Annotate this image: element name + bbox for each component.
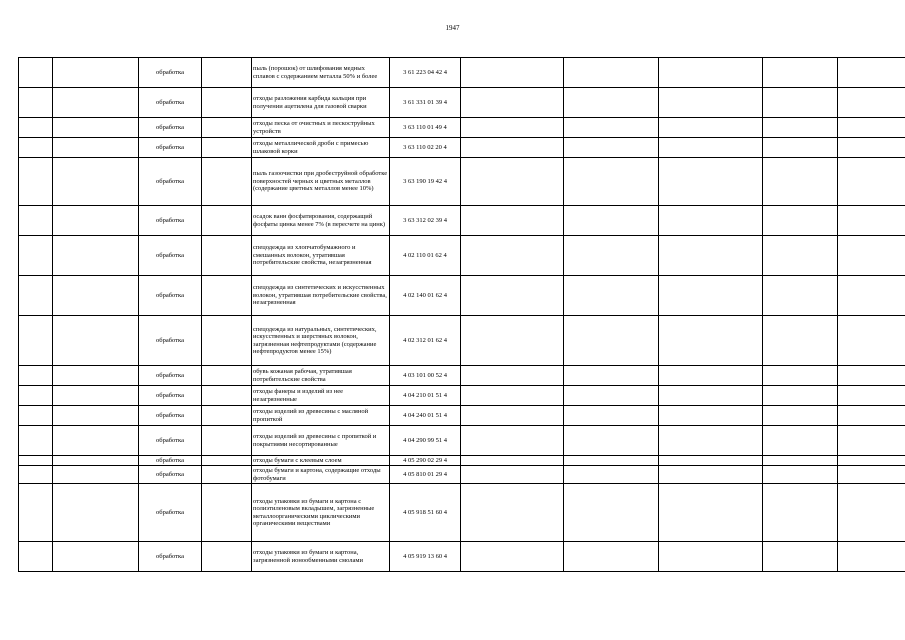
table-row xyxy=(19,138,905,158)
table-row xyxy=(19,484,905,542)
empty-cell xyxy=(564,206,659,236)
empty-cell xyxy=(202,88,252,118)
waste-name-cell: спецодежда из синтетических и искусственных волокон, утратившая потребительские свойства, незагрязненная xyxy=(252,276,390,316)
operation-cell: обработка xyxy=(139,58,202,88)
table-row xyxy=(19,366,905,386)
empty-cell xyxy=(53,456,139,466)
fkko-code-cell: 3 61 331 01 39 4 xyxy=(390,88,461,118)
empty-cell xyxy=(564,426,659,456)
waste-name-cell: отходы изделий из древесины с пропиткой и покрытиями несортированные xyxy=(252,426,390,456)
empty-cell xyxy=(564,542,659,572)
empty-cell xyxy=(461,484,564,542)
empty-cell xyxy=(659,138,763,158)
empty-cell xyxy=(659,316,763,366)
empty-cell xyxy=(19,276,53,316)
empty-cell xyxy=(19,456,53,466)
empty-cell xyxy=(564,386,659,406)
empty-cell xyxy=(53,276,139,316)
page-number: 1947 xyxy=(445,24,460,32)
empty-cell xyxy=(838,158,905,206)
empty-cell xyxy=(838,406,905,426)
empty-cell xyxy=(202,542,252,572)
empty-cell xyxy=(53,466,139,484)
empty-cell xyxy=(838,236,905,276)
empty-cell xyxy=(461,88,564,118)
empty-cell xyxy=(53,386,139,406)
empty-cell xyxy=(659,426,763,456)
fkko-code-cell: 4 03 101 00 52 4 xyxy=(390,366,461,386)
table-row xyxy=(19,466,905,484)
empty-cell xyxy=(53,206,139,236)
empty-cell xyxy=(564,276,659,316)
empty-cell xyxy=(763,366,838,386)
empty-cell xyxy=(564,138,659,158)
empty-cell xyxy=(461,426,564,456)
empty-cell xyxy=(19,138,53,158)
fkko-code-cell: 4 05 919 13 60 4 xyxy=(390,542,461,572)
operation-cell: обработка xyxy=(139,276,202,316)
fkko-code-cell: 3 63 110 02 20 4 xyxy=(390,138,461,158)
empty-cell xyxy=(838,466,905,484)
table-row xyxy=(19,456,905,466)
empty-cell xyxy=(763,118,838,138)
empty-cell xyxy=(838,366,905,386)
waste-name-cell: обувь кожаная рабочая, утратившая потребительские свойства xyxy=(252,366,390,386)
empty-cell xyxy=(19,484,53,542)
empty-cell xyxy=(564,366,659,386)
empty-cell xyxy=(659,366,763,386)
empty-cell xyxy=(659,118,763,138)
empty-cell xyxy=(19,466,53,484)
operation-cell: обработка xyxy=(139,118,202,138)
operation-cell: обработка xyxy=(139,456,202,466)
waste-name-cell: отходы бумаги с клеевым слоем xyxy=(252,456,390,466)
empty-cell xyxy=(202,276,252,316)
table-row xyxy=(19,426,905,456)
empty-cell xyxy=(19,366,53,386)
empty-cell xyxy=(19,426,53,456)
empty-cell xyxy=(838,118,905,138)
empty-cell xyxy=(53,316,139,366)
empty-cell xyxy=(53,58,139,88)
waste-name-cell: пыль газоочистки при дробеструйной обработке поверхностей черных и цветных металлов (содержание цветных металлов менее 10%) xyxy=(252,158,390,206)
empty-cell xyxy=(461,118,564,138)
empty-cell xyxy=(461,366,564,386)
fkko-code-cell: 4 02 312 01 62 4 xyxy=(390,316,461,366)
empty-cell xyxy=(763,206,838,236)
operation-cell: обработка xyxy=(139,426,202,456)
empty-cell xyxy=(838,88,905,118)
waste-name-cell: отходы упаковки из бумаги и картона, загрязненной ионообменными смолами xyxy=(252,542,390,572)
table-row xyxy=(19,406,905,426)
empty-cell xyxy=(461,542,564,572)
table-row xyxy=(19,88,905,118)
empty-cell xyxy=(763,88,838,118)
operation-cell: обработка xyxy=(139,138,202,158)
table-row xyxy=(19,206,905,236)
empty-cell xyxy=(763,386,838,406)
empty-cell xyxy=(53,426,139,456)
empty-cell xyxy=(763,426,838,456)
empty-cell xyxy=(763,158,838,206)
table-row xyxy=(19,118,905,138)
empty-cell xyxy=(763,236,838,276)
operation-cell: обработка xyxy=(139,236,202,276)
empty-cell xyxy=(564,466,659,484)
table-row xyxy=(19,158,905,206)
empty-cell xyxy=(202,366,252,386)
empty-cell xyxy=(202,484,252,542)
empty-cell xyxy=(838,542,905,572)
empty-cell xyxy=(53,406,139,426)
empty-cell xyxy=(564,88,659,118)
empty-cell xyxy=(461,386,564,406)
empty-cell xyxy=(659,542,763,572)
waste-name-cell: отходы металлической дроби с примесью шлаковой корки xyxy=(252,138,390,158)
table-row xyxy=(19,58,905,88)
empty-cell xyxy=(53,118,139,138)
empty-cell xyxy=(19,58,53,88)
empty-cell xyxy=(838,426,905,456)
waste-table-body xyxy=(19,58,905,572)
table-row xyxy=(19,236,905,276)
fkko-code-cell: 4 05 918 51 60 4 xyxy=(390,484,461,542)
waste-name-cell: отходы песка от очистных и пескоструйных устройств xyxy=(252,118,390,138)
empty-cell xyxy=(19,406,53,426)
empty-cell xyxy=(461,456,564,466)
empty-cell xyxy=(659,236,763,276)
empty-cell xyxy=(564,118,659,138)
operation-cell: обработка xyxy=(139,466,202,484)
empty-cell xyxy=(53,366,139,386)
empty-cell xyxy=(202,426,252,456)
fkko-code-cell: 3 63 190 19 42 4 xyxy=(390,158,461,206)
operation-cell: обработка xyxy=(139,158,202,206)
empty-cell xyxy=(659,58,763,88)
empty-cell xyxy=(461,406,564,426)
empty-cell xyxy=(659,158,763,206)
empty-cell xyxy=(763,466,838,484)
empty-cell xyxy=(202,236,252,276)
empty-cell xyxy=(461,276,564,316)
empty-cell xyxy=(838,316,905,366)
fkko-code-cell: 4 05 290 02 29 4 xyxy=(390,456,461,466)
empty-cell xyxy=(763,456,838,466)
empty-cell xyxy=(763,484,838,542)
fkko-code-cell: 4 04 290 99 51 4 xyxy=(390,426,461,456)
fkko-code-cell: 4 04 240 01 51 4 xyxy=(390,406,461,426)
empty-cell xyxy=(659,466,763,484)
empty-cell xyxy=(659,484,763,542)
empty-cell xyxy=(564,236,659,276)
waste-name-cell: отходы упаковки из бумаги и картона с полиэтиленовым вкладышем, загрязненные металлоорганическими циклическими органическими веществами xyxy=(252,484,390,542)
empty-cell xyxy=(461,316,564,366)
empty-cell xyxy=(564,316,659,366)
empty-cell xyxy=(838,386,905,406)
empty-cell xyxy=(564,58,659,88)
empty-cell xyxy=(19,88,53,118)
waste-name-cell: отходы изделий из древесины с масляной пропиткой xyxy=(252,406,390,426)
table-row xyxy=(19,542,905,572)
empty-cell xyxy=(564,456,659,466)
operation-cell: обработка xyxy=(139,88,202,118)
waste-name-cell: спецодежда из натуральных, синтетических, искусственных и шерстяных волокон, загрязненная нефтепродуктами (содержание нефтепродуктов менее 15%) xyxy=(252,316,390,366)
empty-cell xyxy=(53,542,139,572)
empty-cell xyxy=(53,236,139,276)
operation-cell: обработка xyxy=(139,542,202,572)
fkko-code-cell: 4 02 140 01 62 4 xyxy=(390,276,461,316)
empty-cell xyxy=(763,138,838,158)
empty-cell xyxy=(19,118,53,138)
waste-name-cell: отходы фанеры и изделий из нее незагрязненные xyxy=(252,386,390,406)
empty-cell xyxy=(202,466,252,484)
empty-cell xyxy=(461,206,564,236)
empty-cell xyxy=(838,138,905,158)
empty-cell xyxy=(202,386,252,406)
empty-cell xyxy=(659,206,763,236)
empty-cell xyxy=(19,386,53,406)
table-row xyxy=(19,276,905,316)
table-row xyxy=(19,316,905,366)
empty-cell xyxy=(202,158,252,206)
empty-cell xyxy=(202,456,252,466)
waste-name-cell: отходы разложения карбида кальция при получении ацетилена для газовой сварки xyxy=(252,88,390,118)
empty-cell xyxy=(838,206,905,236)
empty-cell xyxy=(53,484,139,542)
empty-cell xyxy=(659,88,763,118)
empty-cell xyxy=(19,206,53,236)
empty-cell xyxy=(202,118,252,138)
empty-cell xyxy=(461,138,564,158)
empty-cell xyxy=(53,158,139,206)
operation-cell: обработка xyxy=(139,206,202,236)
empty-cell xyxy=(763,58,838,88)
empty-cell xyxy=(19,158,53,206)
empty-cell xyxy=(659,386,763,406)
empty-cell xyxy=(564,158,659,206)
empty-cell xyxy=(838,58,905,88)
empty-cell xyxy=(659,276,763,316)
empty-cell xyxy=(19,316,53,366)
waste-name-cell: осадок ванн фосфатирования, содержащий фосфаты цинка менее 7% (в пересчете на цинк) xyxy=(252,206,390,236)
empty-cell xyxy=(53,138,139,158)
operation-cell: обработка xyxy=(139,484,202,542)
empty-cell xyxy=(461,466,564,484)
empty-cell xyxy=(659,456,763,466)
empty-cell xyxy=(838,276,905,316)
empty-cell xyxy=(838,484,905,542)
empty-cell xyxy=(763,406,838,426)
empty-cell xyxy=(838,456,905,466)
operation-cell: обработка xyxy=(139,316,202,366)
waste-name-cell: спецодежда из хлопчатобумажного и смешанных волокон, утратившая потребительские свойства, незагрязненная xyxy=(252,236,390,276)
empty-cell xyxy=(564,484,659,542)
operation-cell: обработка xyxy=(139,366,202,386)
empty-cell xyxy=(202,138,252,158)
fkko-code-cell: 3 63 110 01 49 4 xyxy=(390,118,461,138)
empty-cell xyxy=(763,542,838,572)
fkko-code-cell: 4 02 110 01 62 4 xyxy=(390,236,461,276)
empty-cell xyxy=(461,58,564,88)
empty-cell xyxy=(53,88,139,118)
operation-cell: обработка xyxy=(139,406,202,426)
waste-name-cell: пыль (порошок) от шлифования медных сплавов с содержанием металла 50% и более xyxy=(252,58,390,88)
empty-cell xyxy=(19,542,53,572)
empty-cell xyxy=(202,316,252,366)
waste-name-cell: отходы бумаги и картона, содержащие отходы фотобумаги xyxy=(252,466,390,484)
empty-cell xyxy=(461,158,564,206)
fkko-code-cell: 4 05 810 01 29 4 xyxy=(390,466,461,484)
fkko-code-cell: 3 63 312 02 39 4 xyxy=(390,206,461,236)
waste-table xyxy=(18,57,905,572)
table-row xyxy=(19,386,905,406)
empty-cell xyxy=(19,236,53,276)
empty-cell xyxy=(461,236,564,276)
fkko-code-cell: 3 61 223 04 42 4 xyxy=(390,58,461,88)
operation-cell: обработка xyxy=(139,386,202,406)
empty-cell xyxy=(202,58,252,88)
empty-cell xyxy=(763,316,838,366)
empty-cell xyxy=(659,406,763,426)
fkko-code-cell: 4 04 210 01 51 4 xyxy=(390,386,461,406)
empty-cell xyxy=(763,276,838,316)
empty-cell xyxy=(202,206,252,236)
empty-cell xyxy=(564,406,659,426)
empty-cell xyxy=(202,406,252,426)
